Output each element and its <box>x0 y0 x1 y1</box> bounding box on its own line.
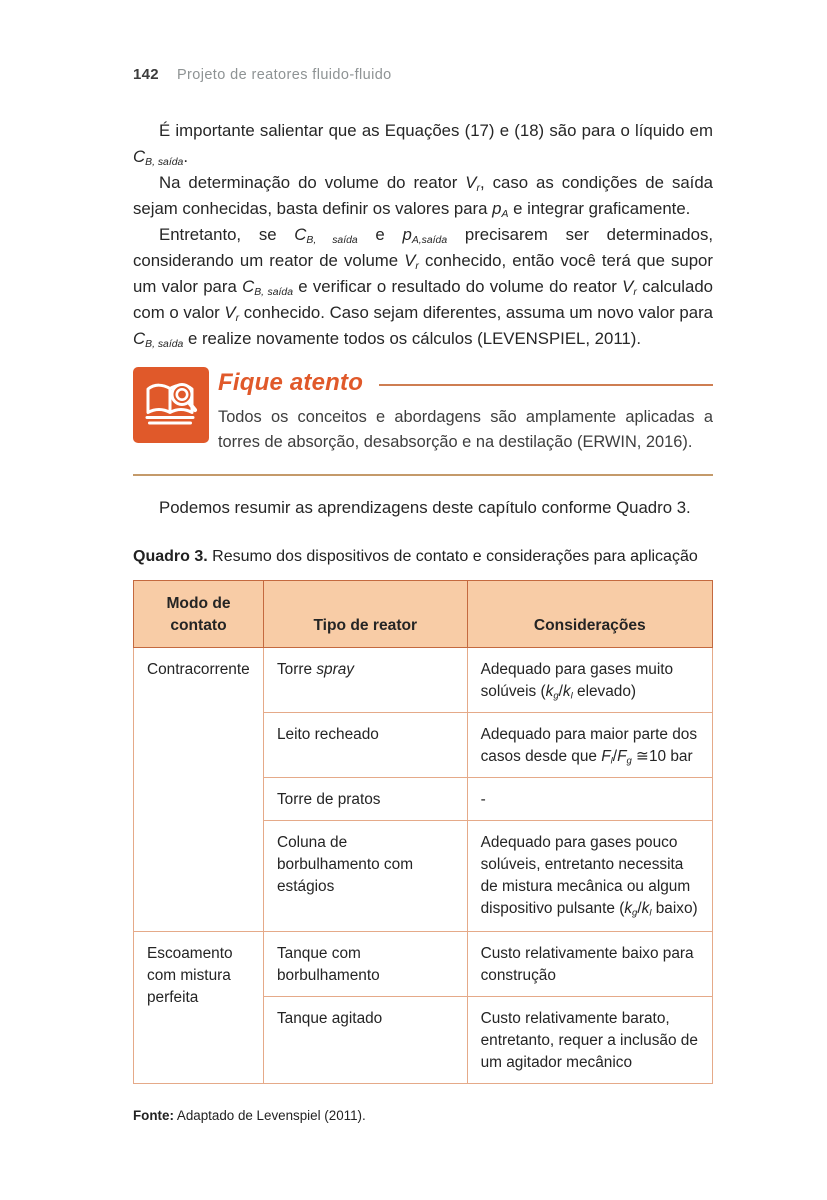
considerations-cell: Custo relativamente baixo para construção <box>467 932 712 997</box>
page-number: 142 <box>133 66 159 83</box>
header-cell-consideracoes: Considerações <box>467 581 712 648</box>
reactor-cell: Coluna de borbulhamento com estágios <box>263 821 467 932</box>
section-divider <box>133 474 713 476</box>
callout-title-rule <box>379 384 713 386</box>
table-caption <box>133 546 713 568</box>
mode-cell: Contracorrente <box>134 648 264 932</box>
callout-content <box>218 367 713 455</box>
book-title: Projeto de reatores fluido-fluido <box>176 67 392 83</box>
considerations-cell: - <box>467 778 712 821</box>
reactor-cell: Leito recheado <box>263 713 467 778</box>
table-header-row <box>134 581 713 648</box>
reactor-cell: Torre spray <box>263 648 467 713</box>
considerations-cell: Adequado para gases pouco solúveis, entretanto necessita de mistura mecânica ou algum dispositivo pulsante ($k_g/k_l$ baixo) <box>467 821 712 932</box>
callout-body: Todos os conceitos e abordagens são amplamente aplicadas a torres de absorção, desabsorção e na destilação (ERWIN, 2016). <box>218 408 713 451</box>
mode-cell: Escoamento com mistura perfeita <box>134 932 264 1084</box>
table-caption-text: Resumo dos dispositivos de contato e considerações para aplicação <box>207 548 698 565</box>
table-row <box>134 648 713 713</box>
callout-title-row <box>218 369 713 397</box>
callout-title: Fique atento <box>218 369 364 396</box>
paragraph-1: É importante salientar que as Equações (17) e (18) são para o líquido em $C_{B, saída}$. <box>133 121 713 168</box>
header-cell-modo-de-contato: Modo de contato <box>134 581 264 648</box>
table-row <box>134 932 713 997</box>
source-note <box>133 1108 713 1123</box>
considerations-cell: Adequado para maior parte dos casos desde que $F_l/F_g$ ≅10 bar <box>467 713 712 778</box>
considerations-cell: Custo relativamente barato, entretanto, requer a inclusão de um agitador mecânico <box>467 997 712 1084</box>
page-content <box>133 118 713 1123</box>
paragraph-3: Entretanto, se $C_{B, saída}$ e $p_{A,saída}$ precisarem ser determinados, considerando um reator de volume $V_r$ conhecido, então você terá que supor um valor para $C_{B, saída}$ e verificar o resultado do volume do reator $V_r$ calculado com o valor $V_r$ conhecido. Caso sejam diferentes, assuma um novo valor para $C_{B, saída}$ e realize novamente todos os cálculos (LEVENSPIEL, 2011). <box>133 225 714 350</box>
running-header <box>133 66 392 83</box>
summary-paragraph: Podemos resumir as aprendizagens deste capítulo conforme Quadro 3. <box>159 498 691 517</box>
table-caption-label: Quadro 3. <box>133 548 208 565</box>
source-label: Fonte: <box>133 1108 174 1123</box>
header-cell-tipo-de-reator: Tipo de reator <box>263 581 467 648</box>
considerations-cell: Adequado para gases muito solúveis ($k_g/k_l$ elevado) <box>467 648 712 713</box>
reactor-cell: Tanque agitado <box>263 997 467 1084</box>
book-magnifier-icon <box>133 367 209 443</box>
reactor-cell: Tanque com borbulhamento <box>263 932 467 997</box>
source-text: Adaptado de Levenspiel (2011). <box>173 1108 366 1123</box>
reactor-cell: Torre de pratos <box>263 778 467 821</box>
summary-table <box>133 580 713 1084</box>
paragraph-2: Na determinação do volume do reator $V_r$, caso as condições de saída sejam conhecidas, basta definir os valores para $p_A$ e integrar graficamente. <box>133 173 713 220</box>
fique-atento-callout <box>133 367 713 455</box>
